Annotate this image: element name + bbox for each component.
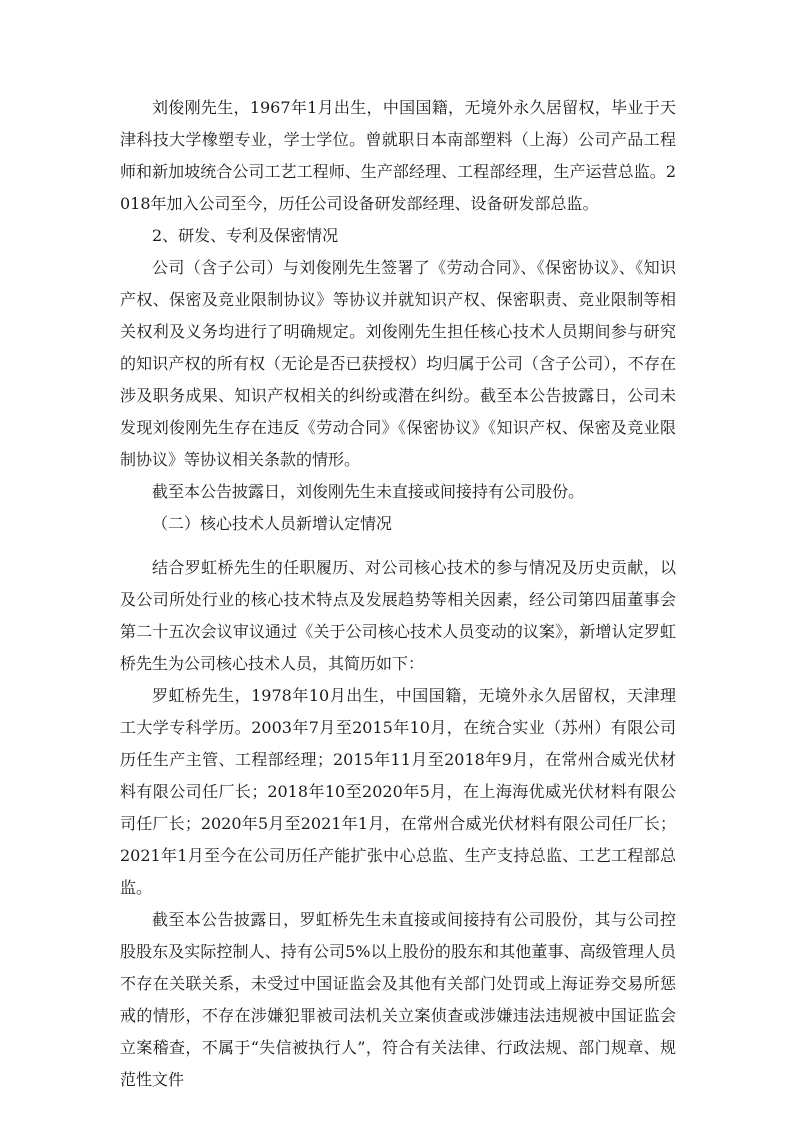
section-spacer xyxy=(120,540,676,552)
bio-liu-paragraph: 刘俊刚先生，1967年1月出生，中国国籍，无境外永久居留权，毕业于天津科技大学橡塑专业，学士学位。曾就职日本南部塑料（上海）公司产品工程师和新加坡统合公司工艺工程师、生产部经理、工程部经理，生产运营总监。2018年加入公司至今，历任公司设备研发部经理、设备研发部总监。 xyxy=(120,98,676,213)
bio-luo-paragraph: 罗虹桥先生，1978年10月出生，中国国籍，无境外永久居留权，天津理工大学专科学历。2003年7月至2015年10月，在统合实业（苏州）有限公司历任生产主管、工程部经理；2015年11月至2018年9月，在常州合威光伏材料有限公司任厂长；2018年10至2020年5月，在上海海优威光伏材料有限公司任厂长；2020年5月至2021年1月，在常州合威光伏材料有限公司任厂长；2021年1月至今在公司历任产能扩张中心总监、生产支持总监、工艺工程部总监。 xyxy=(120,686,676,897)
liu-shareholding-paragraph: 截至本公告披露日，刘俊刚先生未直接或间接持有公司股份。 xyxy=(152,482,585,501)
section-heading-new-core-staff: （二）核心技术人员新增认定情况 xyxy=(152,514,393,533)
new-staff-intro-paragraph: 结合罗虹桥先生的任职履历、对公司核心技术的参与情况及历史贡献，以及公司所处行业的核心技术特点及发展趋势等相关因素，经公司第四届董事会第二十五次会议审议通过《关于公司核心技术人员变动的议案》，新增认定罗虹桥先生为公司核心技术人员，其简历如下： xyxy=(120,558,676,673)
document-body xyxy=(120,92,676,1096)
ip-confidentiality-paragraph: 公司（含子公司）与刘俊刚先生签署了《劳动合同》、《保密协议》、《知识产权、保密及竞业限制协议》等协议并就知识产权、保密职责、竞业限制等相关权利及义务均进行了明确规定。刘俊刚先生担任核心技术人员期间参与研究的知识产权的所有权（无论是否已获授权）均归属于公司（含子公司），不存在涉及职务成果、知识产权相关的纠纷或潜在纠纷。截至本公告披露日，公司未发现刘俊刚先生存在违反《劳动合同》《保密协议》《知识产权、保密及竞业限制协议》等协议相关条款的情形。 xyxy=(120,258,676,469)
section-heading-rd-patents: 2、研发、专利及保密情况 xyxy=(152,226,339,245)
luo-shareholding-paragraph: 截至本公告披露日，罗虹桥先生未直接或间接持有公司股份，其与公司控股股东及实际控制人、持有公司5%以上股份的股东和其他董事、高级管理人员不存在关联关系，未受过中国证监会及其他有关部门处罚或上海证券交易所惩戒的情形，不存在涉嫌犯罪被司法机关立案侦查或涉嫌违法违规被中国证监会立案稽查，不属于“失信被执行人”，符合有关法律、行政法规、部门规章、规范性文件 xyxy=(120,910,676,1089)
